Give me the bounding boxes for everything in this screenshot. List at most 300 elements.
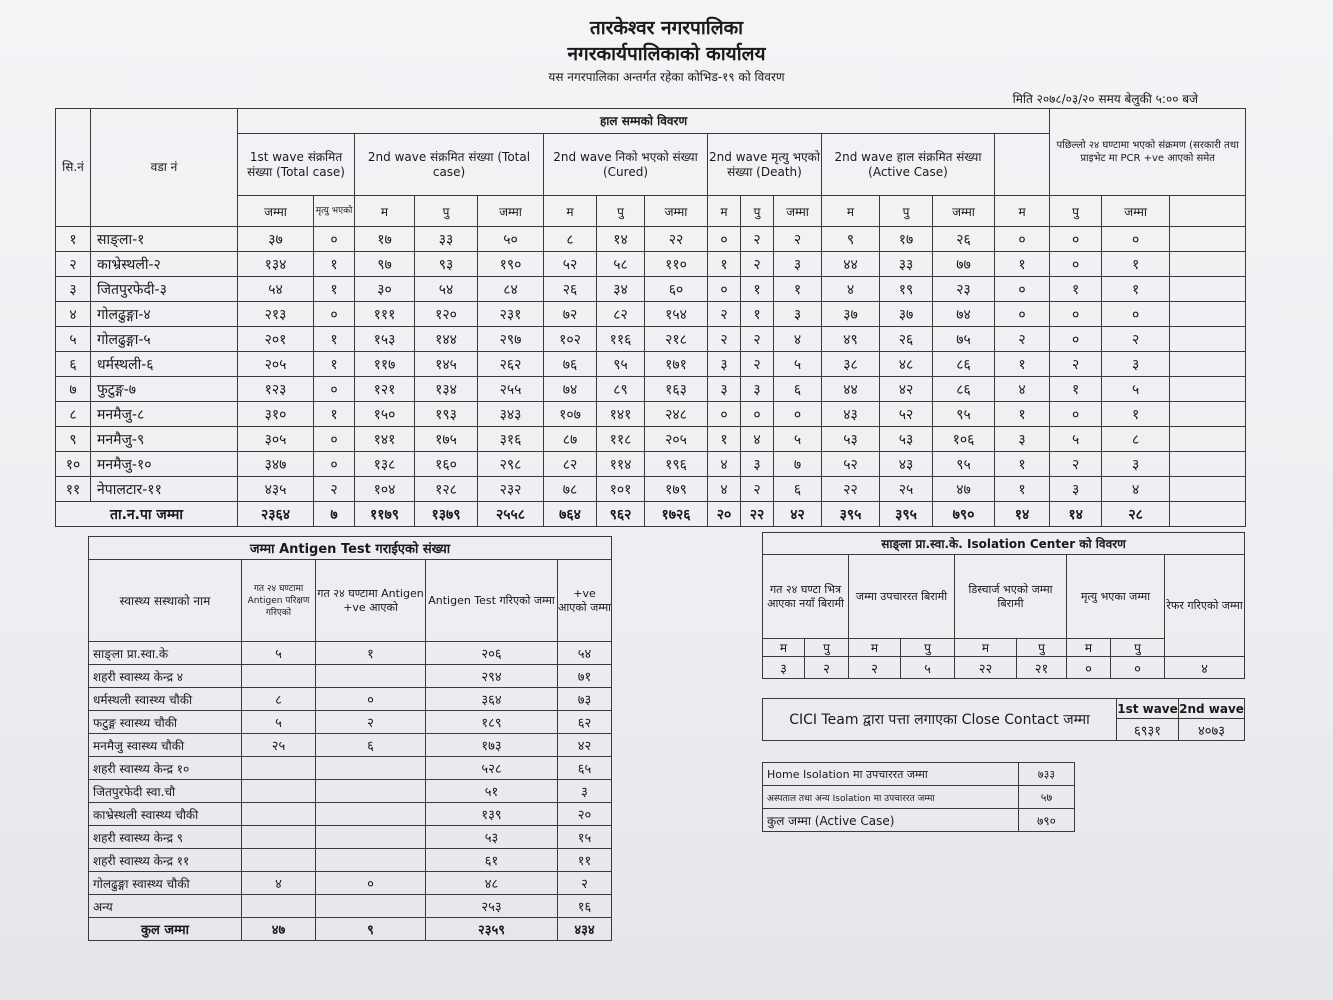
antigen-value [316,849,426,872]
row-sn: ८ [56,402,91,427]
antigen-value: १८९ [426,711,558,734]
antigen-row [89,688,612,711]
antigen-value: ५ [242,642,316,665]
row-value: ११६ [597,327,645,352]
iso-value: २ [805,657,849,679]
total-value: २२ [741,502,774,527]
row-value: ६ [774,377,822,402]
row-value: ० [1102,302,1170,327]
row-value: १९ [880,277,933,302]
row-value: ४९ [822,327,880,352]
ward-name: काभ्रेस्थली-२ [91,252,238,277]
iso-value: २ [849,657,901,679]
institution-name: धर्मस्थली स्वास्थ्य चौकी [89,688,242,711]
row-value: १४ [597,227,645,252]
antigen-value: २५ [242,734,316,757]
row-value: १ [314,252,355,277]
row-value: ४ [822,277,880,302]
row-value: ५ [1050,427,1102,452]
row-sn: ६ [56,352,91,377]
institution-name: शहरी स्वास्थ्य केन्द्र १० [89,757,242,780]
iso-discharged-header: डिस्चार्ज भएको जम्मा बिरामी [955,555,1067,639]
row-value: ७२ [544,302,597,327]
row-value: १ [314,327,355,352]
row-value: ४८ [880,352,933,377]
antigen-value: ४२ [558,734,612,757]
row-value: ० [995,227,1050,252]
antigen-total-value: ४७ [242,918,316,941]
iso-value: २१ [1017,657,1067,679]
iso-new-header: गत २४ घण्टा भित्र आएका नयाँ बिरामी [763,555,849,639]
row-value: २९८ [478,452,544,477]
hospital-iso-value: ५७ [1019,786,1075,809]
antigen-row [89,642,612,665]
row-value: २ [995,327,1050,352]
ward-row [56,252,1246,277]
home-iso-label: Home Isolation मा उपचाररत जम्मा [763,763,1019,786]
antigen-total-label: कुल जम्मा [89,918,242,941]
antigen-value: ११ [558,849,612,872]
sub-m: म [995,196,1050,227]
row-value: १७५ [415,427,478,452]
row-value: ० [1050,227,1102,252]
row-value: १३४ [238,252,314,277]
row-value: ६० [645,277,708,302]
total-value: ११७९ [355,502,415,527]
row-value: १ [995,252,1050,277]
close-contact-table [762,698,1245,741]
row-value: २६२ [478,352,544,377]
row-value: २ [1102,327,1170,352]
institution-name: काभ्रेस्थली स्वास्थ्य चौकी [89,803,242,826]
antigen-row [89,734,612,757]
row-value: ११० [645,252,708,277]
row-value: ९५ [597,352,645,377]
antigen-value: २९४ [426,665,558,688]
row-value: २०१ [238,327,314,352]
row-value: ० [314,427,355,452]
row-value: १ [314,277,355,302]
iso-sub: पु [901,639,955,657]
row-value: ८९ [597,377,645,402]
row-value [1170,377,1246,402]
row-value: १ [1102,402,1170,427]
iso-sub: म [763,639,805,657]
institution-name: जितपुरफेदी स्वा.चौ [89,780,242,803]
total-value: ३९५ [880,502,933,527]
row-value: २१८ [645,327,708,352]
row-value: ० [1050,252,1102,277]
row-value: २ [1050,352,1102,377]
row-value: १४५ [415,352,478,377]
ward-name: मनमैजु-८ [91,402,238,427]
row-value: १३४ [415,377,478,402]
row-value: ९५ [933,402,995,427]
antigen-value: ८ [242,688,316,711]
ward-row [56,377,1246,402]
row-value: २ [708,302,741,327]
row-value [1170,327,1246,352]
row-value [1170,227,1246,252]
ward-row [56,402,1246,427]
ward-total-row [56,502,1246,527]
sub-p: पु [1050,196,1102,227]
row-value: १ [708,252,741,277]
row-sn: ९ [56,427,91,452]
sub-total: जम्मा [933,196,995,227]
total-value: १३७९ [415,502,478,527]
sub-m: म [708,196,741,227]
antigen-value: ५४ [558,642,612,665]
total-value: ३९५ [822,502,880,527]
antigen-caption: जम्मा Antigen Test गराईएको संख्या [89,537,612,560]
ward-name: मनमैजु-९ [91,427,238,452]
contact-2nd-header: 2nd wave [1179,699,1245,719]
sn-header: सि.नं [56,109,91,227]
ward-row [56,477,1246,502]
row-sn: १ [56,227,91,252]
row-value: २६ [544,277,597,302]
total-value [1170,502,1246,527]
antigen-row [89,711,612,734]
row-value: ० [708,227,741,252]
wave2-active-header: 2nd wave हाल संक्रमित संख्या (Active Case) [822,134,995,196]
row-value: १५४ [645,302,708,327]
row-value: ९ [822,227,880,252]
row-value [1170,302,1246,327]
row-value: १५० [355,402,415,427]
ward-name: जितपुरफेदी-३ [91,277,238,302]
iso-sub: पु [1017,639,1067,657]
antigen-value: १६ [558,895,612,918]
row-value: २५ [880,477,933,502]
row-value: ११७ [355,352,415,377]
row-value: १ [708,427,741,452]
row-value: ५ [774,352,822,377]
row-value: ३४३ [478,402,544,427]
total-value: ७९० [933,502,995,527]
antigen-value: ६ [316,734,426,757]
row-sn: ७ [56,377,91,402]
row-value: ४२ [880,377,933,402]
row-value: १९० [478,252,544,277]
antigen-value: ६१ [426,849,558,872]
row-value: ३३ [880,252,933,277]
row-value: ८४ [478,277,544,302]
row-value: ३ [1102,452,1170,477]
ward-name: फुटुङ्ग-७ [91,377,238,402]
antigen-value [316,826,426,849]
iso-sub: पु [805,639,849,657]
row-value [1170,252,1246,277]
sub-p: पु [597,196,645,227]
row-value: ५२ [544,252,597,277]
row-value: ७४ [933,302,995,327]
institution-name: शहरी स्वास्थ्य केन्द्र ९ [89,826,242,849]
row-value: ८६ [933,377,995,402]
row-value: १७१ [645,352,708,377]
report-subtitle: यस नगरपालिका अन्तर्गत रहेका कोभिड-१९ को विवरण [548,70,785,84]
antigen-postotal-header: +ve आएको जम्मा [558,560,612,642]
row-value: ८ [1102,427,1170,452]
sub-death: मृत्यु भएको [314,196,355,227]
iso-refer-header: रेफर गरिएको जम्मा [1165,555,1245,657]
row-value: ७८ [544,477,597,502]
wave2-cured-header: 2nd wave निको भएको संख्या (Cured) [544,134,708,196]
row-value: ३ [774,252,822,277]
row-value [1170,352,1246,377]
antigen-total-header: Antigen Test गरिएको जम्मा [426,560,558,642]
row-value: १ [995,402,1050,427]
active-total-label: कुल जम्मा (Active Case) [763,809,1019,832]
row-value: ९३ [415,252,478,277]
total-value: २८ [1102,502,1170,527]
antigen-value: २ [316,711,426,734]
iso-value: ४ [1165,657,1245,679]
row-sn: ११ [56,477,91,502]
row-value: ३० [355,277,415,302]
ward-covid-table [55,108,1246,527]
row-value: १७९ [645,477,708,502]
row-value: १ [995,352,1050,377]
ward-name: गोलढुङ्गा-५ [91,327,238,352]
iso-treating-header: जम्मा उपचाररत बिरामी [849,555,955,639]
row-sn: ३ [56,277,91,302]
total-value: २० [708,502,741,527]
antigen-test-table [88,536,612,941]
row-value: १२३ [238,377,314,402]
row-value: १ [314,352,355,377]
total-value: ९६२ [597,502,645,527]
row-value: २२ [645,227,708,252]
row-value: १२१ [355,377,415,402]
row-value: ४ [708,477,741,502]
row-value: २ [741,327,774,352]
sub-total: जम्मा [645,196,708,227]
total-value: ७६४ [544,502,597,527]
row-value: ५२ [880,402,933,427]
antigen-value [242,780,316,803]
row-value: ० [708,277,741,302]
row-value: १ [1102,277,1170,302]
row-value [1170,402,1246,427]
row-value: १ [995,452,1050,477]
row-value: १५३ [355,327,415,352]
antigen-value: ५ [242,711,316,734]
row-value: ३४ [597,277,645,302]
row-value: ४ [774,327,822,352]
sub-m: म [355,196,415,227]
row-value: ३ [1050,477,1102,502]
antigen-value: १७३ [426,734,558,757]
row-value: १ [314,402,355,427]
row-value: ३८ [822,352,880,377]
row-value: ७७ [933,252,995,277]
ward-name: धर्मस्थली-६ [91,352,238,377]
antigen-total-value: २३५९ [426,918,558,941]
row-value: ३१० [238,402,314,427]
row-value: ७६ [544,352,597,377]
row-value: १७ [880,227,933,252]
row-value: ४३ [822,402,880,427]
row-value: २३२ [478,477,544,502]
antigen-value [316,780,426,803]
antigen-value [242,849,316,872]
row-value: ३१६ [478,427,544,452]
antigen-row [89,665,612,688]
sub-p: पु [741,196,774,227]
iso-sub: म [849,639,901,657]
row-value: १०२ [544,327,597,352]
total-value: २३६४ [238,502,314,527]
antigen-value: ४८ [426,872,558,895]
antigen-row [89,757,612,780]
row-value: १०७ [544,402,597,427]
row-value: १९३ [415,402,478,427]
row-value: ११८ [597,427,645,452]
antigen-value: ३ [558,780,612,803]
ward-row [56,227,1246,252]
row-value: ५४ [238,277,314,302]
row-value: २ [741,227,774,252]
row-value: ५२ [822,452,880,477]
row-value: १०६ [933,427,995,452]
row-value: ३०५ [238,427,314,452]
antigen-total-value: ९ [316,918,426,941]
antigen-total-value: ४३४ [558,918,612,941]
row-value: ० [1050,402,1102,427]
row-value: २ [708,327,741,352]
antigen-value [242,757,316,780]
row-value: १ [741,302,774,327]
row-value: १ [1050,377,1102,402]
row-value: १०१ [597,477,645,502]
row-value: ८६ [933,352,995,377]
wave2-cases-header: 2nd wave संक्रमित संख्या (Total case) [355,134,544,196]
sub-m: म [544,196,597,227]
institution-name: गोलढुङ्गा स्वास्थ्य चौकी [89,872,242,895]
wave2-death-header: 2nd wave मृत्यु भएको संख्या (Death) [708,134,822,196]
antigen-value [316,665,426,688]
row-value: १३८ [355,452,415,477]
row-value: ३७ [822,302,880,327]
total-value: १४ [1050,502,1102,527]
row-value: २३१ [478,302,544,327]
row-sn: ५ [56,327,91,352]
row-value: १ [1102,252,1170,277]
total-value: २५५८ [478,502,544,527]
antigen-value: ६२ [558,711,612,734]
row-value: ५ [774,427,822,452]
row-value: २६ [880,327,933,352]
contact-1st-value: ६९३१ [1117,719,1179,741]
row-value: ५० [478,227,544,252]
total-value: ७ [314,502,355,527]
row-value: ४ [741,427,774,452]
institution-name: शहरी स्वास्थ्य केन्द्र ११ [89,849,242,872]
antigen-value [242,803,316,826]
antigen-value: १३९ [426,803,558,826]
row-value: १११ [355,302,415,327]
antigen-row [89,803,612,826]
sub-total: जम्मा [478,196,544,227]
antigen-row [89,826,612,849]
antigen-value [242,895,316,918]
row-value: ० [314,227,355,252]
total-label: ता.न.पा जम्मा [56,502,238,527]
row-value: २ [314,477,355,502]
antigen-value [242,826,316,849]
antigen-24h-header: गत २४ घण्टामा Antigen परिक्षण गरिएको [242,560,316,642]
antigen-value [316,757,426,780]
row-value: २०५ [645,427,708,452]
ward-row [56,427,1246,452]
row-value: २ [774,227,822,252]
ward-header: वडा नं [91,109,238,227]
iso-death-header: मृत्यु भएका जम्मा [1067,555,1165,639]
row-value: १ [995,477,1050,502]
row-value: ३७ [880,302,933,327]
antigen-value [242,665,316,688]
isolation-center-table [762,532,1245,679]
row-value: ३४७ [238,452,314,477]
sub-p: पु [880,196,933,227]
antigen-row [89,895,612,918]
antigen-value: ५३ [426,826,558,849]
antigen-value: ५२८ [426,757,558,780]
row-value: २४८ [645,402,708,427]
iso-value: ३ [763,657,805,679]
row-value: १२८ [415,477,478,502]
row-value: २ [741,252,774,277]
ward-name: गोलढुङ्गा-४ [91,302,238,327]
row-value: ० [995,302,1050,327]
row-value: १ [741,277,774,302]
iso-value: ० [1111,657,1165,679]
row-value: ९५ [933,452,995,477]
institution-name: शहरी स्वास्थ्य केन्द्र ४ [89,665,242,688]
row-value: ३ [1102,352,1170,377]
row-value: ० [1050,327,1102,352]
ward-name: साङ्ला-१ [91,227,238,252]
row-value: ८७ [544,427,597,452]
isolation-caption: साङ्ला प्रा.स्वा.के. Isolation Center को विवरण [763,533,1245,555]
ward-row [56,327,1246,352]
contact-2nd-value: ४०७३ [1179,719,1245,741]
row-value: १४१ [355,427,415,452]
row-value: ३ [708,377,741,402]
row-value: २५५ [478,377,544,402]
row-value: १६३ [645,377,708,402]
antigen-value: ७३ [558,688,612,711]
row-value: ० [708,402,741,427]
antigen-value [316,895,426,918]
row-sn: १० [56,452,91,477]
row-value: ८ [544,227,597,252]
row-value: १४१ [597,402,645,427]
row-value: ५४ [415,277,478,302]
status-header: हाल सम्मको विवरण [238,109,1050,134]
sub-total: जम्मा [238,196,314,227]
row-value: ५८ [597,252,645,277]
row-value: ६ [774,477,822,502]
row-value [1170,452,1246,477]
row-value: ८२ [544,452,597,477]
municipality-title: तारकेश्वर नगरपालिका [589,17,744,39]
row-value: ४३ [880,452,933,477]
antigen-value: १५ [558,826,612,849]
antigen-value: ६५ [558,757,612,780]
